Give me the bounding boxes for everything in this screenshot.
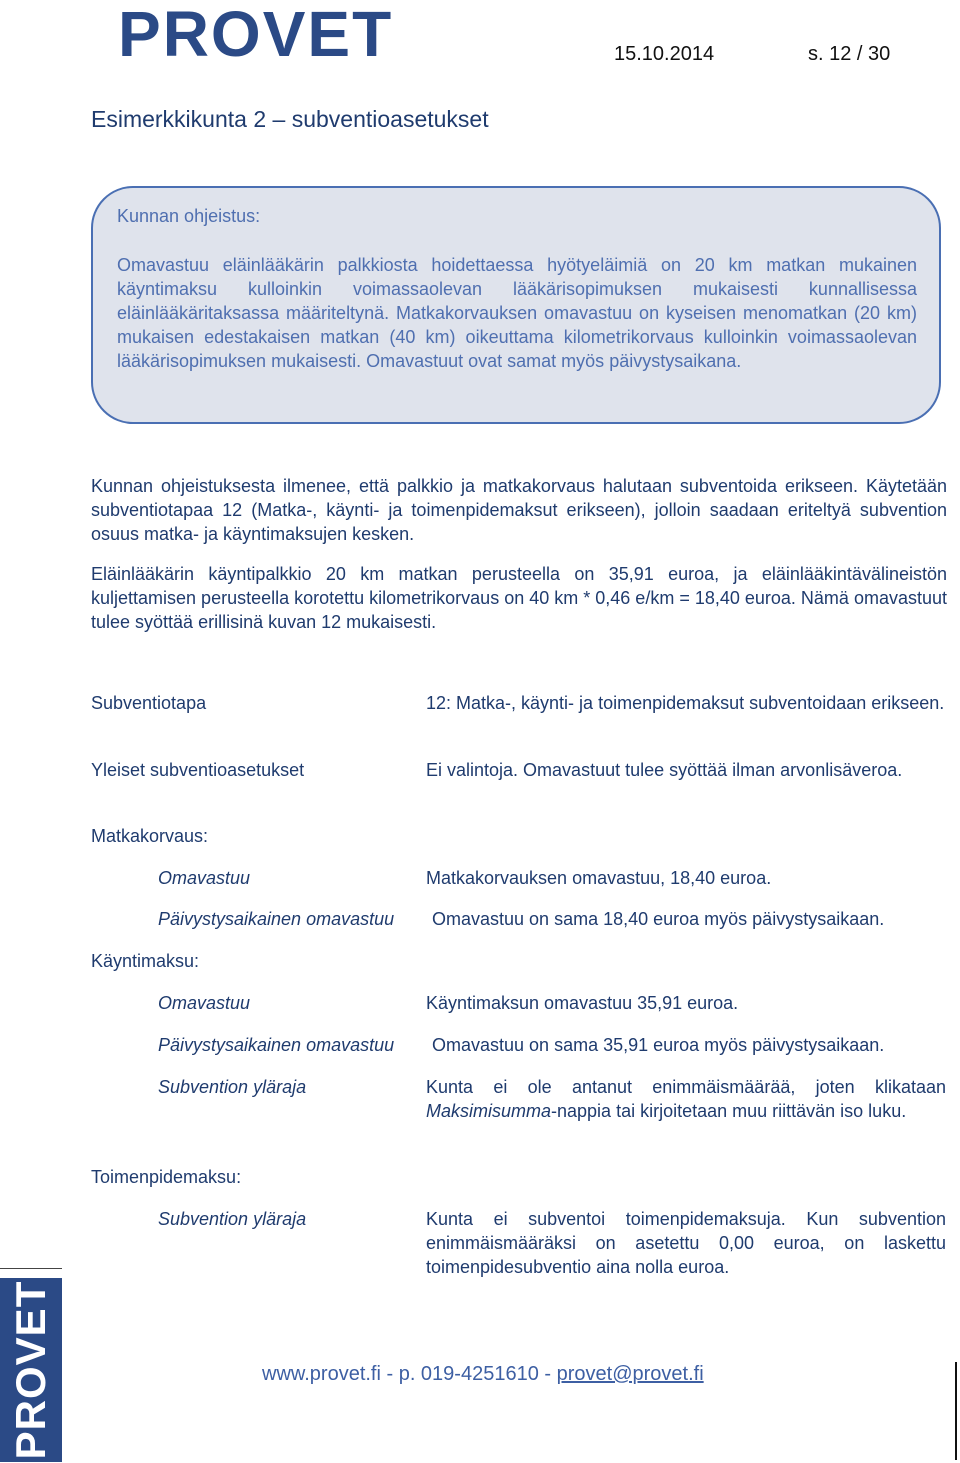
kaynti-ylaraja-text-1: Kunta ei ole antanut enimmäismäärää, joten klikataan: [426, 1077, 946, 1097]
toimenpide-ylaraja-value: Kunta ei subventoi toimenpidemaksuja. Kun subvention enimmäismääräksi on asetettu 0,00 euroa, on laskettu toimenpidesubventio aina nolla euroa.: [426, 1209, 946, 1277]
kaynti-ylaraja-label: Subvention yläraja: [158, 1077, 307, 1097]
kaynti-omavastuu-value: Käyntimaksun omavastuu 35,91 euroa.: [426, 993, 739, 1013]
subventiotapa-value: 12: Matka-, käynti- ja toimenpidemaksut subventoidaan erikseen.: [426, 693, 945, 713]
footer-contact: www.provet.fi - p. 019-4251610 -: [262, 1363, 557, 1385]
header-page-number: s. 12 / 30: [808, 43, 891, 65]
toimenpide-ylaraja-label: Subvention yläraja: [158, 1209, 307, 1229]
page-title: Esimerkkikunta 2 – subventioasetukset: [91, 106, 489, 132]
footer: [262, 1363, 704, 1386]
kaynti-ylaraja-value: [426, 1075, 946, 1123]
matka-omavastuu-label: Omavastuu: [158, 868, 251, 888]
provet-logo: PROVET: [118, 0, 394, 70]
toimenpidemaksu-heading: Toimenpidemaksu:: [91, 1167, 242, 1187]
yleiset-label: Yleiset subventioasetukset: [91, 760, 305, 780]
footer-email-link[interactable]: provet@provet.fi: [556, 1363, 704, 1385]
header-date: 15.10.2014: [614, 43, 715, 65]
kaynti-paivystys-label: Päivystysaikainen omavastuu: [158, 1035, 395, 1055]
side-divider: [0, 1268, 62, 1269]
matka-paivystys-value: Omavastuu on sama 18,40 euroa myös päivystysaikaan.: [432, 909, 885, 929]
paragraph-2: Eläinlääkärin käyntipalkkio 20 km matkan perusteella on 35,91 euroa, ja eläinlääkintävälineistön kuljettamisen perusteella korotettu kilometrikorvaus on 40 km * 0,46 e/km = 18,40 euroa. Nämä omavastuut tulee syöttää erillisinä kuvan 12 mukaisesti.: [91, 564, 947, 632]
kaynti-paivystys-value: Omavastuu on sama 35,91 euroa myös päivystysaikaan.: [432, 1035, 885, 1055]
maksimisumma-term: Maksimisumma: [426, 1101, 552, 1121]
kayntimaksu-heading: Käyntimaksu:: [91, 951, 200, 971]
right-edge-line: [955, 1362, 957, 1460]
matka-paivystys-label: Päivystysaikainen omavastuu: [158, 909, 395, 929]
kaynti-ylaraja-text-2: -nappia tai kirjoitetaan muu riittävän iso luku.: [551, 1101, 907, 1121]
yleiset-value: Ei valintoja. Omavastuut tulee syöttää ilman arvonlisäveroa.: [426, 760, 903, 780]
paragraph-1: Kunnan ohjeistuksesta ilmenee, että palkkio ja matkakorvaus halutaan subventoida erikseen. Käytetään subventiotapaa 12 (Matka-, käynti- ja toimenpidemaksut erikseen), jolloin saadaan eriteltyä subvention osuus matka- ja käyntimaksujen kesken.: [91, 476, 947, 544]
side-logo-text: PROVET: [7, 1280, 54, 1460]
instruction-heading: Kunnan ohjeistus:: [117, 206, 261, 226]
kaynti-omavastuu-label: Omavastuu: [158, 993, 251, 1013]
matkakorvaus-heading: Matkakorvaus:: [91, 826, 209, 846]
subventiotapa-label: Subventiotapa: [91, 693, 207, 713]
instruction-body: Omavastuu eläinlääkärin palkkiosta hoidettaessa hyötyeläimiä on 20 km matkan mukainen käyntimaksu kulloinkin voimassaolevan lääkärisopimuksen mukaisesti kunnallisessa eläinlääkäritaksassa määriteltynä. Matkakorvauksen omavastuu on kyseisen menomatkan (20 km) mukaisen edestakaisen matkan (40 km) oikeuttama kilometrikorvaus kulloinkin voimassaolevan lääkärisopimuksen mukaisesti. Omavastuut ovat samat myös päivystysaikana.: [117, 255, 917, 371]
matka-omavastuu-value: Matkakorvauksen omavastuu, 18,40 euroa.: [426, 868, 772, 888]
